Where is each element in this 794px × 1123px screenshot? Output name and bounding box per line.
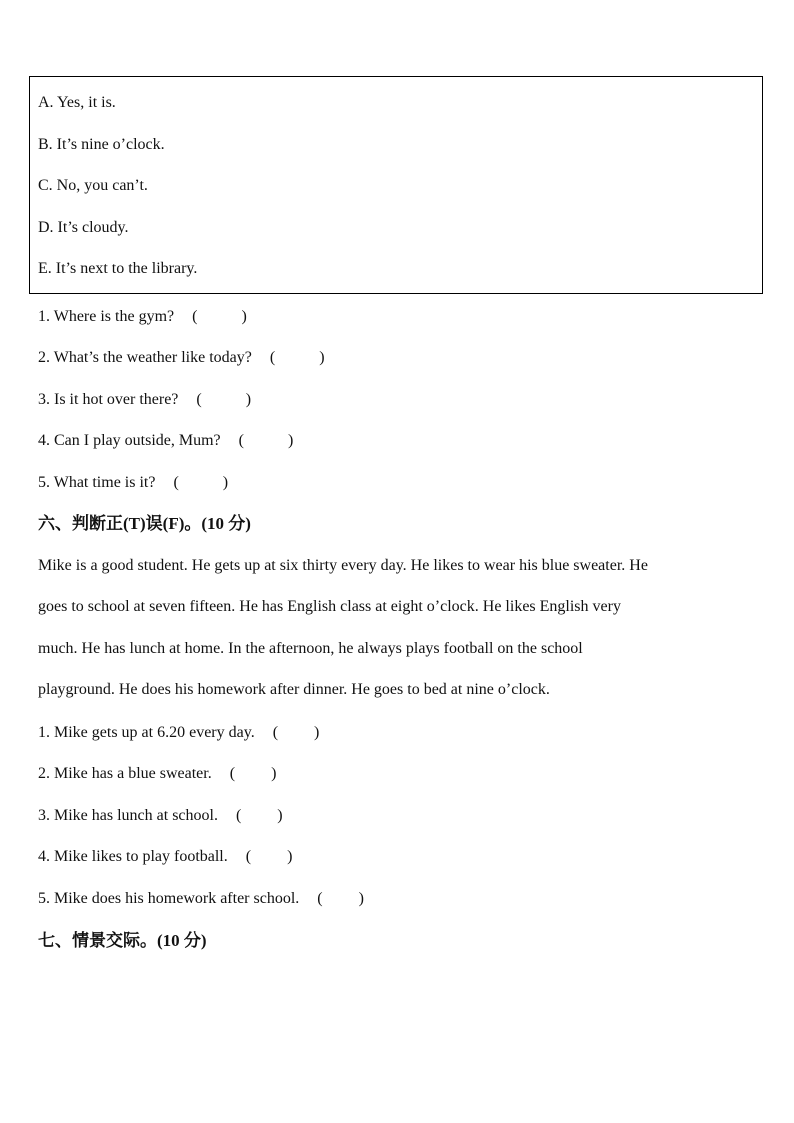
question-text: 5. What time is it?: [38, 474, 156, 491]
answer-options-box: [29, 76, 763, 294]
answer-blank[interactable]: ( ): [229, 765, 277, 782]
option-d: D. It’s cloudy.: [38, 219, 129, 236]
question-text: 4. Can I play outside, Mum?: [38, 432, 221, 449]
match-question-1: [38, 307, 247, 327]
question-text: 3. Is it hot over there?: [38, 391, 179, 408]
option-c: C. No, you can’t.: [38, 177, 148, 194]
answer-blank[interactable]: ( ): [238, 432, 294, 449]
question-text: 1. Where is the gym?: [38, 308, 175, 325]
question-text: 1. Mike gets up at 6.20 every day.: [38, 724, 255, 741]
question-text: 3. Mike has lunch at school.: [38, 807, 218, 824]
answer-blank[interactable]: ( ): [192, 308, 247, 325]
answer-blank[interactable]: ( ): [269, 349, 325, 366]
section-7-title: 七、情景交际。(10 分): [38, 931, 207, 950]
passage-line: goes to school at seven fifteen. He has English class at eight o’clock. He likes English very: [38, 598, 621, 615]
tf-question-1: [38, 723, 319, 743]
tf-question-2: [38, 764, 276, 784]
answer-blank[interactable]: ( ): [245, 848, 293, 865]
match-question-5: [38, 473, 228, 493]
match-question-4: [38, 431, 293, 451]
match-question-3: [38, 390, 251, 410]
question-text: 2. Mike has a blue sweater.: [38, 765, 212, 782]
answer-blank[interactable]: ( ): [235, 807, 283, 824]
answer-blank[interactable]: ( ): [317, 890, 364, 907]
question-text: 2. What’s the weather like today?: [38, 349, 252, 366]
option-e: E. It’s next to the library.: [38, 260, 198, 277]
option-a: A. Yes, it is.: [38, 94, 116, 111]
answer-blank[interactable]: ( ): [196, 391, 252, 408]
tf-question-5: [38, 889, 364, 909]
option-b: B. It’s nine o’clock.: [38, 136, 165, 153]
passage-line: much. He has lunch at home. In the afternoon, he always plays football on the school: [38, 640, 583, 657]
tf-question-4: [38, 847, 292, 867]
passage-line: playground. He does his homework after dinner. He goes to bed at nine o’clock.: [38, 681, 550, 698]
answer-blank[interactable]: ( ): [272, 724, 320, 741]
section-6-title: 六、判断正(T)误(F)。(10 分): [38, 514, 251, 533]
match-question-2: [38, 348, 325, 368]
answer-blank[interactable]: ( ): [173, 474, 229, 491]
passage-line: Mike is a good student. He gets up at six thirty every day. He likes to wear his blue sweater. He: [38, 557, 648, 574]
question-text: 5. Mike does his homework after school.: [38, 890, 300, 907]
tf-question-3: [38, 806, 283, 826]
question-text: 4. Mike likes to play football.: [38, 848, 228, 865]
